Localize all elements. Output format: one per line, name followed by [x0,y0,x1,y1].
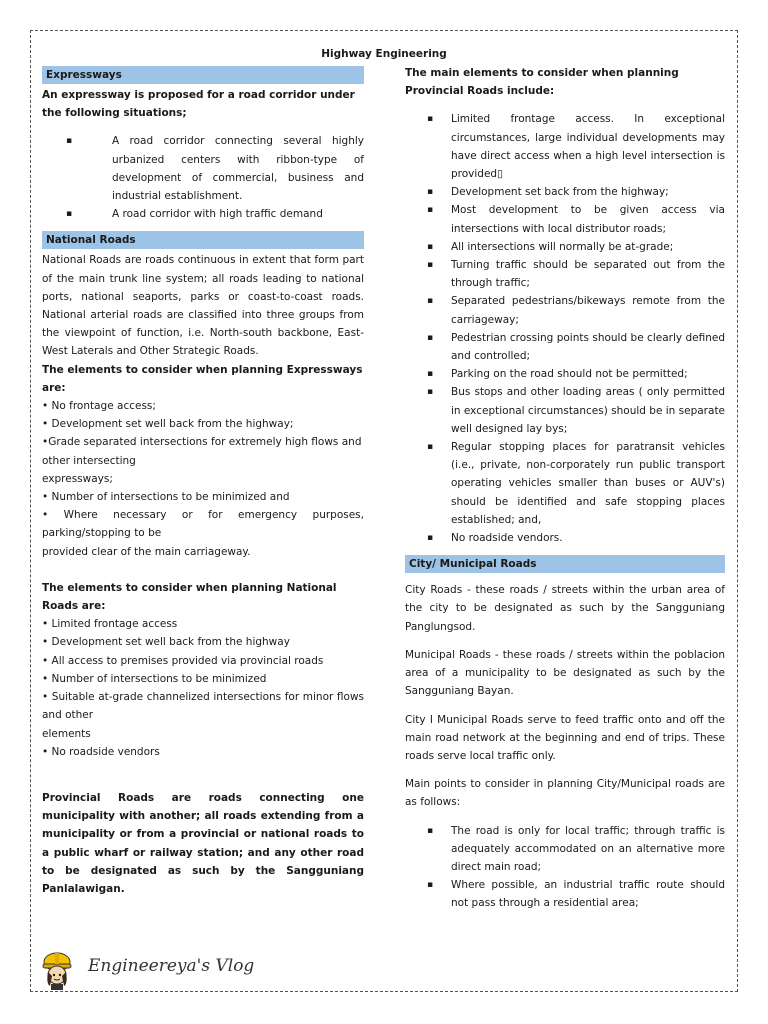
list-item: ▪ The road is only for local traffic; through traffic is adequately accommodated on an alternative more direct main road; [405,822,725,877]
city-municipal-header: City/ Municipal Roads [405,555,725,573]
list-item: ▪ Development set back from the highway; [405,183,725,201]
list-item: ▪ Pedestrian crossing points should be clearly defined and controlled; [405,329,725,365]
list-item: ▪ Most development to be given access via intersections with local distributor roads; [405,201,725,237]
list-item: • No frontage access; [42,400,156,413]
expressways-bullet-list [42,132,364,223]
list-item: ▪ Where possible, an industrial traffic route should not pass through a residential area; [405,876,725,912]
list-item: ▪ All intersections will normally be at-grade; [405,238,725,256]
list-item: • Number of intersections to be minimized [42,672,267,685]
footer-logo [40,950,340,990]
list-item: ▪ A road corridor connecting several highly urbanized centers with ribbon-type of development of commercial, business and industrial establishment. [42,132,364,205]
provincial-elements-heading: The main elements to consider when planning Provincial Roads include: [405,67,679,98]
national-elements-list [42,615,364,761]
list-item: ▪ Bus stops and other loading areas ( only permitted in exceptional circumstances) should be in separate well designed lay bys; [405,383,725,438]
list-item: • Limited frontage access [42,618,178,631]
city-roads-text: City Roads - these roads / streets within the urban area of the city to be designated as such by the Sangguniang Panglungsod. [405,584,725,633]
list-item: • Development set well back from the highway [42,636,290,649]
list-item: • All access to premises provided via provincial roads [42,654,324,667]
list-item: •Grade separated intersections for extremely high flows and other intersecting [42,436,362,467]
expressways-intro: An expressway is proposed for a road corridor under the following situations; [42,89,355,120]
list-item: ▪ No roadside vendors. [405,529,725,547]
city-municipal-serve-text: City I Municipal Roads serve to feed traffic onto and off the main road network at the beginning and end of trips. These roads serve local traffic only. [405,713,725,762]
expressway-elements-list [42,397,364,561]
list-item: ▪ A road corridor with high traffic demand [42,205,364,223]
list-item: • Suitable at-grade channelized intersections for minor flows and other [42,691,364,722]
right-column [405,64,725,913]
list-item: elements [42,727,91,740]
city-elements-list [405,822,725,913]
list-item: ▪ Regular stopping places for paratransit vehicles (i.e., private, non-corporately run public transport operating vehicles smaller than buses or AUV's) should be identified and safe stopping places established; and, [405,438,725,529]
list-item: ▪ Turning traffic should be separated out from the through traffic; [405,256,725,292]
list-item: ▪ Separated pedestrians/bikeways remote from the carriageway; [405,292,725,328]
municipal-roads-text: Municipal Roads - these roads / streets within the poblacion area of a municipality to be designated as such by the Sangguniang Bayan. [405,648,725,698]
provincial-elements-list [405,110,725,547]
provincial-roads-definition: Provincial Roads are roads connecting one municipality with another; all roads extending from a municipality or from a provincial or national roads to a public wharf or railway station; and any other road to be designated as such by the Sangguniang Panlalawigan. [42,791,364,895]
list-item: provided clear of the main carriageway. [42,545,251,558]
document-title: Highway Engineering [321,48,447,60]
list-item: ▪ Limited frontage access. In exceptional circumstances, large individual developments may have direct access when a high level intersection is provided▯ [405,110,725,183]
list-item: • Where necessary or for emergency purposes, parking/stopping to be [42,509,364,540]
list-item: • Development set well back from the highway; [42,418,294,431]
national-elements-heading: The elements to consider when planning National Roads are: [42,581,337,613]
list-item: • No roadside vendors [42,745,160,758]
footer-brand: Engineereya's Vlog [88,956,255,976]
left-column [42,64,364,898]
list-item: expressways; [42,472,113,485]
main-points-text: Main points to consider in planning City/Municipal roads are as follows: [405,778,725,809]
list-item: • Number of intersections to be minimized and [42,491,290,504]
list-item: ▪ Parking on the road should not be permitted; [405,365,725,383]
national-roads-body: National Roads are roads continuous in extent that form part of the main trunk line system; all roads leading to national ports, national seaports, parks or coast-to-coast roads. National arterial roads are classified into three groups from the viewpoint of function, i.e. North-south backbone, East-West Laterals and Other Strategic Roads. [42,254,364,358]
expressways-header: Expressways [42,66,364,84]
national-roads-header: National Roads [42,231,364,249]
engineer-avatar-icon [40,950,74,990]
expressway-elements-heading: The elements to consider when planning Expressways are: [42,363,363,394]
